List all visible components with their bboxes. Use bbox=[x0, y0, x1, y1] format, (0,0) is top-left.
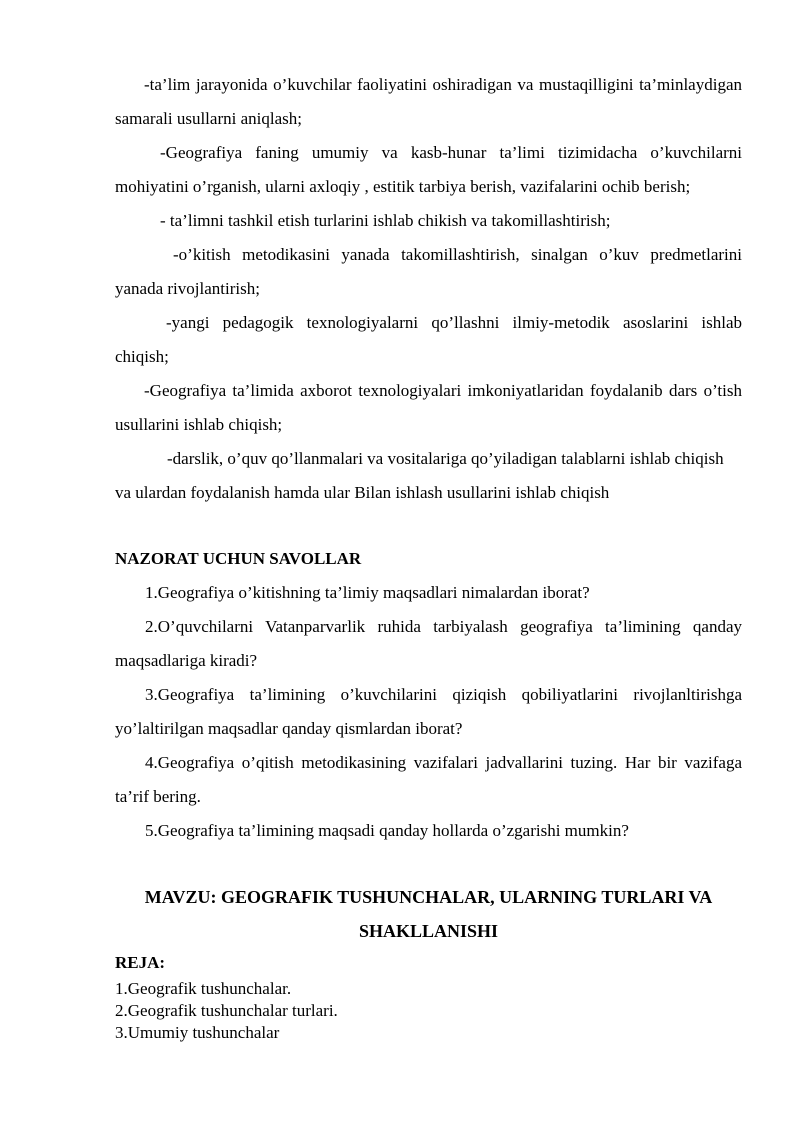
intro-item: -Geografiya faning umumiy va kasb-hunar ta’limi tizimidacha o’kuvchilarni mohiyatini o’rganish, ularni axloqiy , estitik tarbiya berish, vazifalarini ochib berish; bbox=[115, 143, 742, 196]
topic-title-line-1: MAVZU: GEOGRAFIK TUSHUNCHALAR, ULARNING TURLARI VA bbox=[144, 887, 713, 907]
intro-item: -ta’lim jarayonida o’kuvchilar faoliyatini oshiradigan va mustaqilligini ta’minlaydigan samarali usullarni aniqlash; bbox=[115, 75, 742, 128]
question-item: 1.Geografiya o’kitishning ta’limiy maqsadlari nimalardan iborat? bbox=[145, 583, 590, 602]
intro-item: -o’kitish metodikasini yanada takomillashtirish, sinalgan o’kuv predmetlarini yanada rivojlantirish; bbox=[115, 245, 742, 298]
plan-item: 3.Umumiy tushunchalar bbox=[115, 1023, 280, 1042]
spacer bbox=[115, 848, 742, 880]
spacer bbox=[115, 510, 742, 542]
plan-heading: REJA: bbox=[115, 953, 166, 972]
topic-title-line-2: SHAKLLANISHI bbox=[358, 921, 499, 941]
questions-heading: NAZORAT UCHUN SAVOLLAR bbox=[115, 549, 362, 568]
intro-item: - ta’limni tashkil etish turlarini ishlab chikish va takomillashtirish; bbox=[160, 211, 611, 230]
plan-item: 1.Geografik tushunchalar. bbox=[115, 979, 292, 998]
intro-item: -Geografiya ta’limida axborot texnologiyalari imkoniyatlaridan foydalanib dars o’tish usullarini ishlab chiqish; bbox=[115, 381, 742, 434]
page-content bbox=[115, 68, 742, 1044]
plan-item: 2.Geografik tushunchalar turlari. bbox=[115, 1001, 338, 1020]
question-item: 3.Geografiya ta’limining o’kuvchilarini qiziqish qobiliyatlarini rivojlanltirishga yo’laltirilgan maqsadlar qanday qismlardan iborat? bbox=[115, 685, 742, 738]
intro-item: -yangi pedagogik texnologiyalarni qo’llashni ilmiy-metodik asoslarini ishlab chiqish; bbox=[115, 313, 742, 366]
question-item: 5.Geografiya ta’limining maqsadi qanday hollarda o’zgarishi mumkin? bbox=[145, 821, 629, 840]
intro-item: -darslik, o’quv qo’llanmalari va vositalariga qo’yiladigan talablarni ishlab chiqish va ulardan foydalanish hamda ular Bilan ishlash usullarini ishlab chiqish bbox=[115, 449, 724, 502]
question-item: 2.O’quvchilarni Vatanparvarlik ruhida tarbiyalash geografiya ta’limining qanday maqsadlariga kiradi? bbox=[115, 617, 742, 670]
question-item: 4.Geografiya o’qitish metodikasining vazifalari jadvallarini tuzing. Har bir vazifaga ta’rif bering. bbox=[115, 753, 742, 806]
